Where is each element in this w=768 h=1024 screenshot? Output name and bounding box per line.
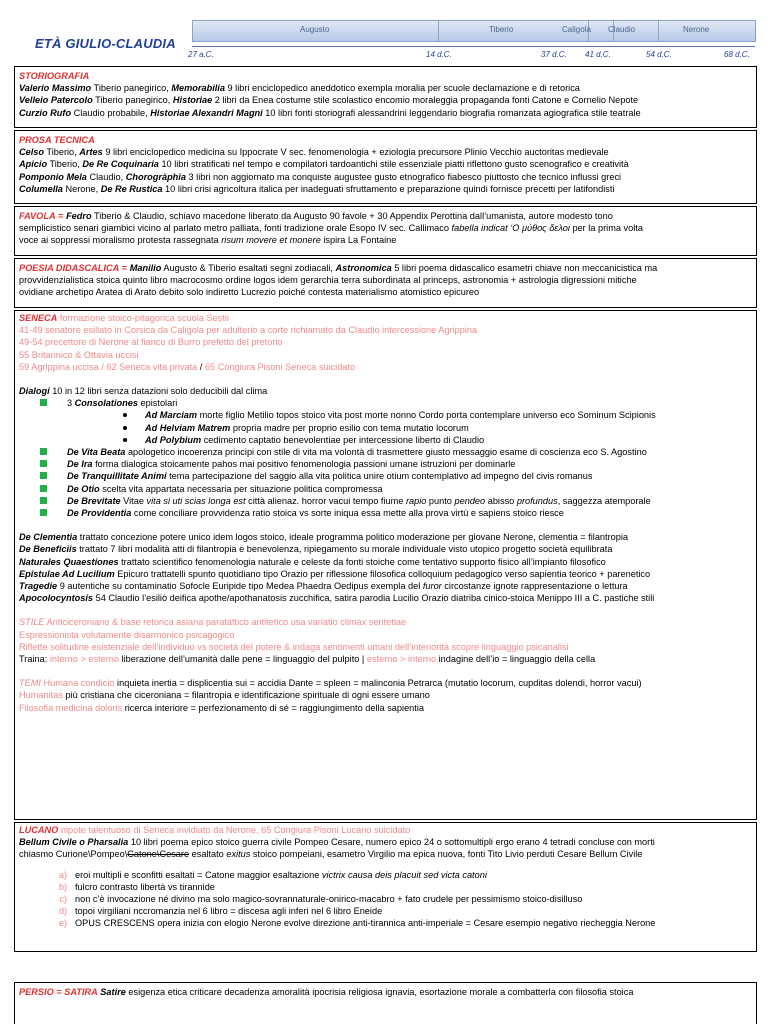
timeline-emperor: Claudio	[608, 25, 636, 34]
stile-line: STILE Anticiceroniano & base retorica asiana paratattico antitetico usa variatio climax sentetiae	[19, 617, 407, 628]
list-item: e) OPUS CRESCENS opera inizia con elogio Nerone evolve direzione anti-tirannica anti-imperiale = Cesare esempio negativo riecheggia Nerone	[58, 918, 656, 929]
bio-line: 59 Agrippina uccisa / 62 Seneca vita privata / 65 Congiura Pisoni Seneca suicidato	[19, 361, 356, 372]
timeline-bar	[192, 20, 756, 42]
entry-line: Apicio Tiberio, De Re Coquinaria 10 libri stratificati nel tempo e compilatori tardoantichi stile essenziale piatti riflettono gusto scenografico e creatività	[19, 159, 629, 170]
section-persio	[14, 982, 757, 1024]
entry-line: LUCANO nipote talentuoso di Seneca invidiato da Nerone, 65 Congiura Pisoni Lucano suicidato	[19, 825, 411, 835]
section-lucano	[14, 822, 757, 952]
section-heading: PERSIO = SATIRA	[19, 987, 98, 997]
list-item: Ad Marciam morte figlio Metilio topos stoico vita post morte nonno Cordo porta contemplare universo eco Sominum Scipionis	[19, 409, 751, 421]
bio-line: 41-49 senatore esiliato in Corsica da Caligola per adulterio a corte richiamato da Claudio intercessione Agrippina	[19, 325, 478, 336]
entry-line: Velleio Patercolo Tiberio panegirico, Historiae 2 libri da Enea costume stile scolastico encomio moraleggia propaganda fonti Catone e Cornelio Nepote	[19, 95, 639, 106]
timeline-date: 54 d.C.	[646, 50, 672, 59]
bullet-icon	[40, 472, 47, 479]
temi-line: TEMI Humana condicio inquieta inertia = displicentia sui = accidia Dante = spleen = malinconia Petrarca (mutatio locorum, cupditas dolendi, horror vacui)	[19, 678, 642, 689]
entry-line: SENECA formazione stoico-pitagorica scuola Sestii	[19, 313, 229, 323]
list-item: Ad Helviam Matrem propria madre per proprio esilio con tema mutatio locorum	[19, 422, 751, 434]
bullet-icon	[123, 438, 127, 442]
bullet-icon	[123, 413, 127, 417]
entry-line: chiasmo Curione\Pompeo\Catone\Cesare esaltato exitus stoico pompeiani, esametro Virgilio ma epica nuova, fonti Tito Livio perduti Cesare Bellum Civile	[19, 849, 643, 860]
section-heading: FAVOLA	[19, 211, 56, 221]
list-item: De Vita Beata apologetico incoerenza principi con stile di vita ma volontà di trasmettere giusto messaggio esame di coscienza eco S. Agostino	[19, 446, 751, 458]
section-heading: STORIOGRAFIA	[19, 71, 90, 81]
entry-line: Bellum Civile o Pharsalia 10 libri poema epico stoico guerra civile Pompeo Cesare, numero epico 24 o sottomultipli ergo erano 4 tetradi concluse con morti	[19, 837, 655, 848]
section-prosa-tecnica	[14, 130, 757, 204]
timeline-date: 27 a.C.	[188, 50, 214, 59]
entry-line: De Clementia trattato concezione potere unico idem logos stoico, ideale programma politico moderazione per giovane Nerone, clementia = filantropia	[19, 532, 629, 543]
bullet-icon	[40, 460, 47, 467]
list-item: De Tranquillitate Animi tema partecipazione del saggio alla vita politica unire otium contemplativo ad impegno del civis romanus	[19, 470, 751, 482]
list-item: 3 Consolationes epistolari	[19, 397, 751, 409]
bullet-icon	[40, 497, 47, 504]
timeline-date: 41 d.C.	[585, 50, 611, 59]
temi-line: Filosofia medicina doloris ricerca interiore = perfezionamento di sé = raggiungimento della sapientia	[19, 702, 424, 713]
bullet-icon	[123, 426, 127, 430]
entry-line: Epistulae Ad Lucilium Epicuro trattatelli spunto quotidiano tipo Orazio per riflessione filosofica colloquium pedagogico verso sapientia teorico + parenetico	[19, 568, 651, 579]
entry-line: Celso Tiberio, Artes 9 libri enciclopedico medicina su Ippocrate V sec. fenomenologia + eziologia precursore Plinio Vecchio auctoritas medievale	[19, 147, 609, 158]
entry-line: De Beneficiis trattato 7 libri modalità atti di filantropia e benevolenza, ripiegamento su morale individuale visto utopico progetto società equilibrata	[19, 544, 613, 555]
list-item: De Brevitate Vitae vita si uti scias longa est città alienaz. horror vacui tempo fiume rapio punto pendeo abisso profundus, saggezza atemporale	[19, 495, 751, 507]
section-seneca	[14, 310, 757, 820]
timeline-axis	[192, 46, 755, 47]
list-item: De Ira forma dialogica stoicamente pahos mai positivo fenomenologia passioni umane istruzioni per dominarle	[19, 458, 751, 470]
list-item: b) fulcro contrasto libertà vs tirannide	[58, 881, 215, 892]
list-item: De Providentia come conciliare provvidenza ratio stoica vs sorte iniqua essa mette alla prova virtù e sapiens stoico riesce	[19, 507, 751, 519]
entry-line: Valerio Massimo Tiberio panegirico, Memorabilia 9 libri enciclopedico aneddotico exempla moralia per scuole declamazione e di retorica	[19, 83, 580, 94]
section-heading: SENECA	[19, 313, 58, 323]
bullet-icon	[40, 509, 47, 516]
timeline-emperor: Caligola	[562, 25, 591, 34]
bullet-icon	[40, 399, 47, 406]
stile-line: Espressionista volutamente disarmonico psicagogico	[19, 629, 235, 640]
timeline-date: 68 d.C.	[724, 50, 750, 59]
entry-line: POESIA DIDASCALICA = Manilio Augusto & Tiberio esaltati segni zodiacali, Astronomica 5 libri poema didascalico esametri chiave non meccanicistica ma	[19, 263, 658, 273]
entry-line: ovidiane archetipo Aratea di Arato debito solo indiretto Lucrezio poiché contesta materialismo atomistico epicureo	[19, 287, 480, 298]
list-item: De Otio scelta vita appartata necessaria per situazione politica compromessa	[19, 483, 751, 495]
entry-line: Curzio Rufo Claudio probabile, Historiae Alexandri Magni 10 libri fonti storiografi alessandrini leggendario biografia romanzata agiografica stile teatrale	[19, 107, 641, 118]
bio-line: 55 Britannico & Ottavia uccisi	[19, 349, 139, 360]
section-heading: PROSA TECNICA	[19, 135, 95, 145]
section-favola	[14, 206, 757, 256]
section-storiografia	[14, 66, 757, 128]
bullet-icon	[40, 448, 47, 455]
entry-line: FAVOLA = Fedro Tiberio & Claudio, schiavo macedone liberato da Augusto 90 favole + 30 Appendix Perottina dall’umanista, autore modesto tono	[19, 211, 613, 221]
temi-line: Humanitas più cristiana che ciceroniana = filantropia e identificazione spirituale di ogni essere umano	[19, 690, 430, 701]
section-poesia-didascalica	[14, 258, 757, 308]
bio-line: 49-54 precettore di Nerone al fianco di Burro prefetto del pretorio	[19, 337, 283, 348]
entry-line: voce ai soppressi moralismo protesta rassegnata risum movere et monere ispira La Fontaine	[19, 235, 397, 246]
timeline-divider	[438, 21, 439, 41]
list-item: Ad Polybium cedimento captatio benevolentiae per intercessione liberto di Claudio	[19, 434, 751, 446]
timeline-emperor: Tiberio	[489, 25, 514, 34]
entry-line: Columella Nerone, De Re Rustica 10 libri crisi agricoltura italica per inadeguati sfruttamento e preparazione quindi fornisce precetti per latifondisti	[19, 183, 615, 194]
timeline-date: 37 d.C.	[541, 50, 567, 59]
entry-line: Dialogi 10 in 12 libri senza datazioni solo deducibili dal clima	[19, 386, 268, 397]
entry-line: Apocolocyntosis 54 Claudio l’esiliò deifica apothe/apothanatosis zucchifica, satira parodia Lucilio Orazio diatriba cinico-stoica Menippo III a C. pastiche stili	[19, 593, 655, 604]
entry-line: PERSIO = SATIRA Satire esigenza etica criticare decadenza amoralità ipocrisia religiosa ignavia, esortazione morale a combatterla con filosofia stoica	[19, 987, 634, 997]
entry-line: semplicistico senari giambici vicino al parlato metro palliata, fonti tradizione orale Esopo IV sec. Callimaco fabella indicat ‘O μύθος δελοι per la prima volta	[19, 223, 643, 234]
timeline-emperor: Nerone	[683, 25, 710, 34]
timeline-date: 14 d.C.	[426, 50, 452, 59]
entry-line: Pomponio Mela Claudio, Chorogràphia 3 libri non aggiornato ma conquiste augustee gusto etnografico fiabesco piuttosto che tecnico influssi greci	[19, 171, 622, 182]
section-heading: POESIA DIDASCALICA	[19, 263, 120, 273]
section-heading: LUCANO	[19, 825, 59, 835]
bullet-icon	[40, 485, 47, 492]
list-item: d) topoi virgiliani nccromanzia nel 6 libro = discesa agli inferi nel 6 libro Eneide	[58, 906, 383, 917]
page-title: ETÀ GIULIO-CLAUDIA	[35, 36, 176, 51]
timeline-divider	[658, 21, 659, 41]
entry-line: Naturales Quaestiones trattato scientifico fenomenologia naturale e celeste da fonti stoiche come tentativo supporto fisico all’impianto filosofico	[19, 556, 606, 567]
list-item: c) non c’è invocazione né divino ma solo magico-sovrannaturale-onirico-macabro + fato crudele per pessimismo stoico-disilluso	[59, 894, 583, 905]
entry-line: Tragedie 9 autentiche su contaminatio Sofocle Euripide tipo Medea Phaedra Oedipus exempla del furor circostanze ignote rappresentazione o lettura	[19, 581, 628, 592]
stile-line: Riflette solitudine esistenziale dell’individuo vs società del potere & indaga sentimenti umani dell’interiorità scopre linguaggio psicanalisi	[19, 641, 569, 652]
timeline-emperor: Augusto	[300, 25, 330, 34]
list-item: a) eroi multipli e sconfitti esaltati = Catone maggior esaltazione victrix causa deis placuit sed victa catoni	[58, 869, 487, 880]
entry-line: provvidenzialistica stoica quinto libro macrocosmo ordine logos idem gerarchia terra subordinata al princeps, astronomia + astrologia digressioni mitiche	[19, 275, 637, 286]
stile-line: Traina: interno > esterno liberazione dell’umanità dalle pene = linguaggio del pulpito | esterno > interno indagine dell’io = linguaggio della cella	[19, 654, 596, 665]
